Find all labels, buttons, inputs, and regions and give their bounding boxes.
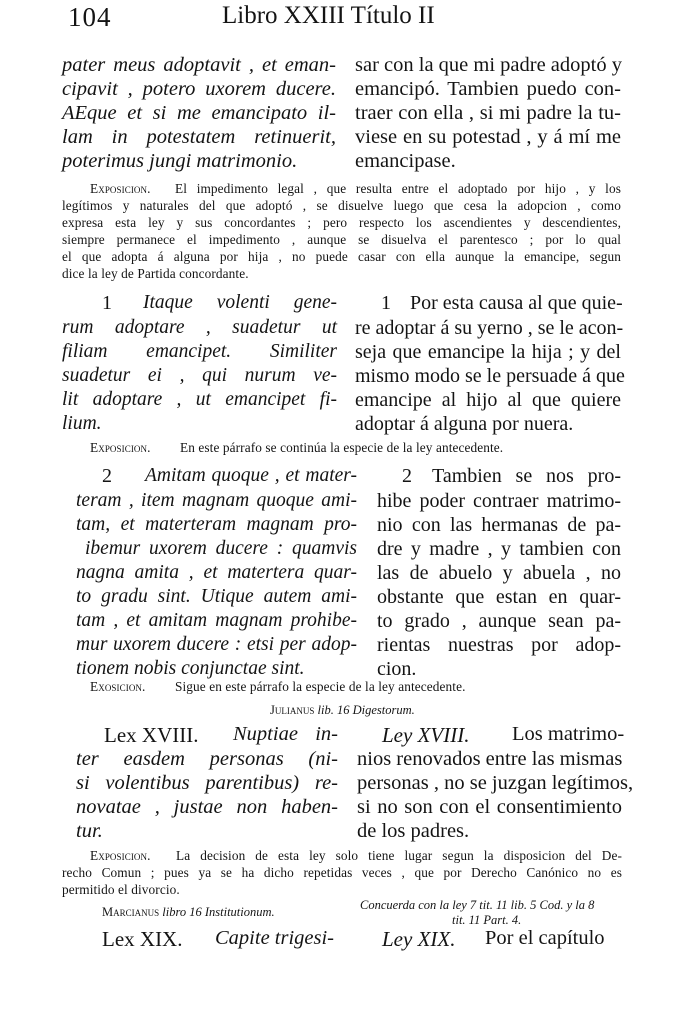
latin-line: pater meus adoptavit , et eman- [62, 54, 336, 76]
concordance-line: Concuerda con la ley 7 tit. 11 lib. 5 Cod. y la 8 [360, 898, 595, 912]
latin-line: mur uxorem ducere : etsi per adop- [76, 634, 357, 655]
latin-line: rum adoptare , suadetur ut [62, 317, 337, 338]
latin-line: Itaque volenti gene- [143, 292, 337, 313]
lex-heading: Lex XVIII. [104, 723, 199, 747]
spanish-line: nio con las hermanas de pa- [377, 514, 621, 536]
spanish-line: hibe poder contraer matrimo- [377, 490, 621, 512]
latin-line: tur. [76, 820, 103, 842]
exposicion-line: permitido el divorcio. [62, 882, 180, 897]
exposicion-line: expresa esta ley y sus concordantes ; pero respecto los ascendientes y descendientes, [62, 215, 621, 230]
exposicion-line: La decision de esta ley solo tiene lugar segun la disposicion del De- [176, 848, 622, 863]
spanish-line: las de abuelo y abuela , no [377, 562, 621, 584]
latin-line: lit adoptare , ut emancipet fi- [62, 389, 337, 410]
spanish-line: mismo modo se le persuade á que [355, 365, 625, 387]
exposicion-label: Exosicion. [90, 679, 146, 694]
exposicion-label: Exposicion. [90, 440, 151, 455]
latin-line: poterimus jungi matrimonio. [62, 150, 298, 172]
latin-line: lam in potestatem retinuerit, [62, 126, 336, 148]
exposicion-line: legítimos y naturales del que adoptó , se disuelve luego que cesa la adopcion , como [62, 198, 621, 213]
source-author: Julianus [270, 703, 315, 717]
latin-line: ter easdem personas (ni- [76, 748, 338, 770]
spanish-line: de los padres. [357, 820, 470, 842]
exposicion-label: Exposicion. [90, 848, 151, 863]
exposicion-line: dice la ley de Partida concordante. [62, 266, 249, 281]
latin-line: novatae , justae non haben- [76, 796, 338, 818]
latin-line: nagna amita , et matertera quar- [76, 562, 357, 583]
latin-line: tionem nobis conjunctae sint. [76, 658, 305, 679]
latin-line: teram , item magnam quoque ami- [76, 490, 357, 511]
exposicion-line: El impedimento legal , que resulta entre el adoptado por hijo , y los [175, 181, 621, 196]
exposicion-label: Exposicion. [90, 181, 151, 196]
ley-heading: Ley XVIII. [382, 723, 470, 747]
latin-line: Amitam quoque , et mater- [145, 465, 357, 486]
exposicion-line: el que adopta á alguna por hija , no puede casar con ella aunque la emancipe, segun [62, 249, 621, 264]
spanish-line: obstante que estan en quar- [377, 586, 621, 608]
paragraph-number: 2 [402, 465, 412, 487]
spanish-line: Tambien se nos pro- [432, 465, 621, 487]
latin-line: ibemur uxorem ducere : quamvis [85, 538, 357, 559]
spanish-line: cion. [377, 658, 417, 680]
spanish-line: re adoptar á su yerno , se le acon- [355, 317, 624, 339]
latin-line: AEque et si me emancipato il- [62, 102, 336, 124]
spanish-line: seja que emancipe la hija ; y del [355, 341, 621, 363]
paragraph-number: 1 [102, 292, 112, 314]
latin-line: Nuptiae in- [233, 723, 338, 745]
source-citation [270, 703, 415, 718]
spanish-line: Los matrimo- [512, 723, 625, 745]
exposicion-text: Sigue en este párrafo la especie de la ley antecedente. [175, 679, 466, 694]
spanish-line: Por el capítulo [485, 927, 605, 949]
latin-line: si volentibus parentibus) re- [76, 772, 338, 794]
spanish-line: adoptar á alguna por nuera. [355, 413, 574, 435]
ley-heading: Ley XIX. [382, 927, 456, 951]
spanish-line: dre y madre , y tambien con [377, 538, 621, 560]
exposicion-line: recho Comun ; pues ya se ha dicho repetidas veces , que por Derecho Canónico no es [62, 865, 622, 880]
latin-line: filiam emancipet. Similiter [62, 341, 337, 362]
spanish-line: personas , no se juzgan legítimos, [357, 772, 634, 794]
latin-line: tam, et materteram magnam pro- [76, 514, 357, 535]
exposicion-line: siempre permanece el impedimento , aunque se disuelva el parentesco ; por lo qual [62, 232, 621, 247]
spanish-line: emancipe al hijo al que quiere [355, 389, 621, 411]
spanish-line: nios renovados entre las mismas [357, 748, 623, 770]
latin-line: lium. [62, 413, 102, 434]
spanish-line: to grado , aunque sean pa- [377, 610, 621, 632]
source-book: libro 16 [162, 905, 202, 919]
concordance-line: tit. 11 Part. 4. [452, 913, 522, 927]
paragraph-number: 2 [102, 465, 112, 487]
lex-heading: Lex XIX. [102, 927, 183, 951]
source-author: Marcianus [102, 905, 160, 919]
latin-line: to gradu sint. Utique autem ami- [76, 586, 357, 607]
running-head: Libro XXIII Título II [222, 2, 435, 29]
exposicion-text: En este párrafo se continúa la especie de la ley antecedente. [180, 440, 504, 455]
paragraph-number: 1 [381, 292, 391, 314]
spanish-line: emancipó. Tambien puedo con- [355, 78, 621, 100]
latin-line: cipavit , potero uxorem ducere. [62, 78, 336, 100]
spanish-line: traer con ella , si mi padre la tu- [355, 102, 621, 124]
source-book: lib. 16 [317, 703, 350, 717]
source-work: Institutionum. [204, 905, 275, 919]
source-work: Digestorum. [352, 703, 415, 717]
spanish-line: emancipase. [355, 150, 456, 172]
spanish-line: viese en su potestad , y á mí me [355, 126, 621, 148]
latin-line: tam , et amitam magnam prohibe- [76, 610, 357, 631]
spanish-line: Por esta causa al que quie- [410, 292, 623, 314]
spanish-line: sar con la que mi padre adoptó y [355, 54, 622, 76]
latin-line: Capite trigesi- [215, 927, 335, 949]
page-number: 104 [68, 2, 112, 32]
latin-line: suadetur ei , qui nurum ve- [62, 365, 337, 386]
spanish-line: rientas nuestras por adop- [377, 634, 621, 656]
spanish-line: si no son con el consentimiento [357, 796, 622, 818]
source-citation [102, 905, 275, 920]
